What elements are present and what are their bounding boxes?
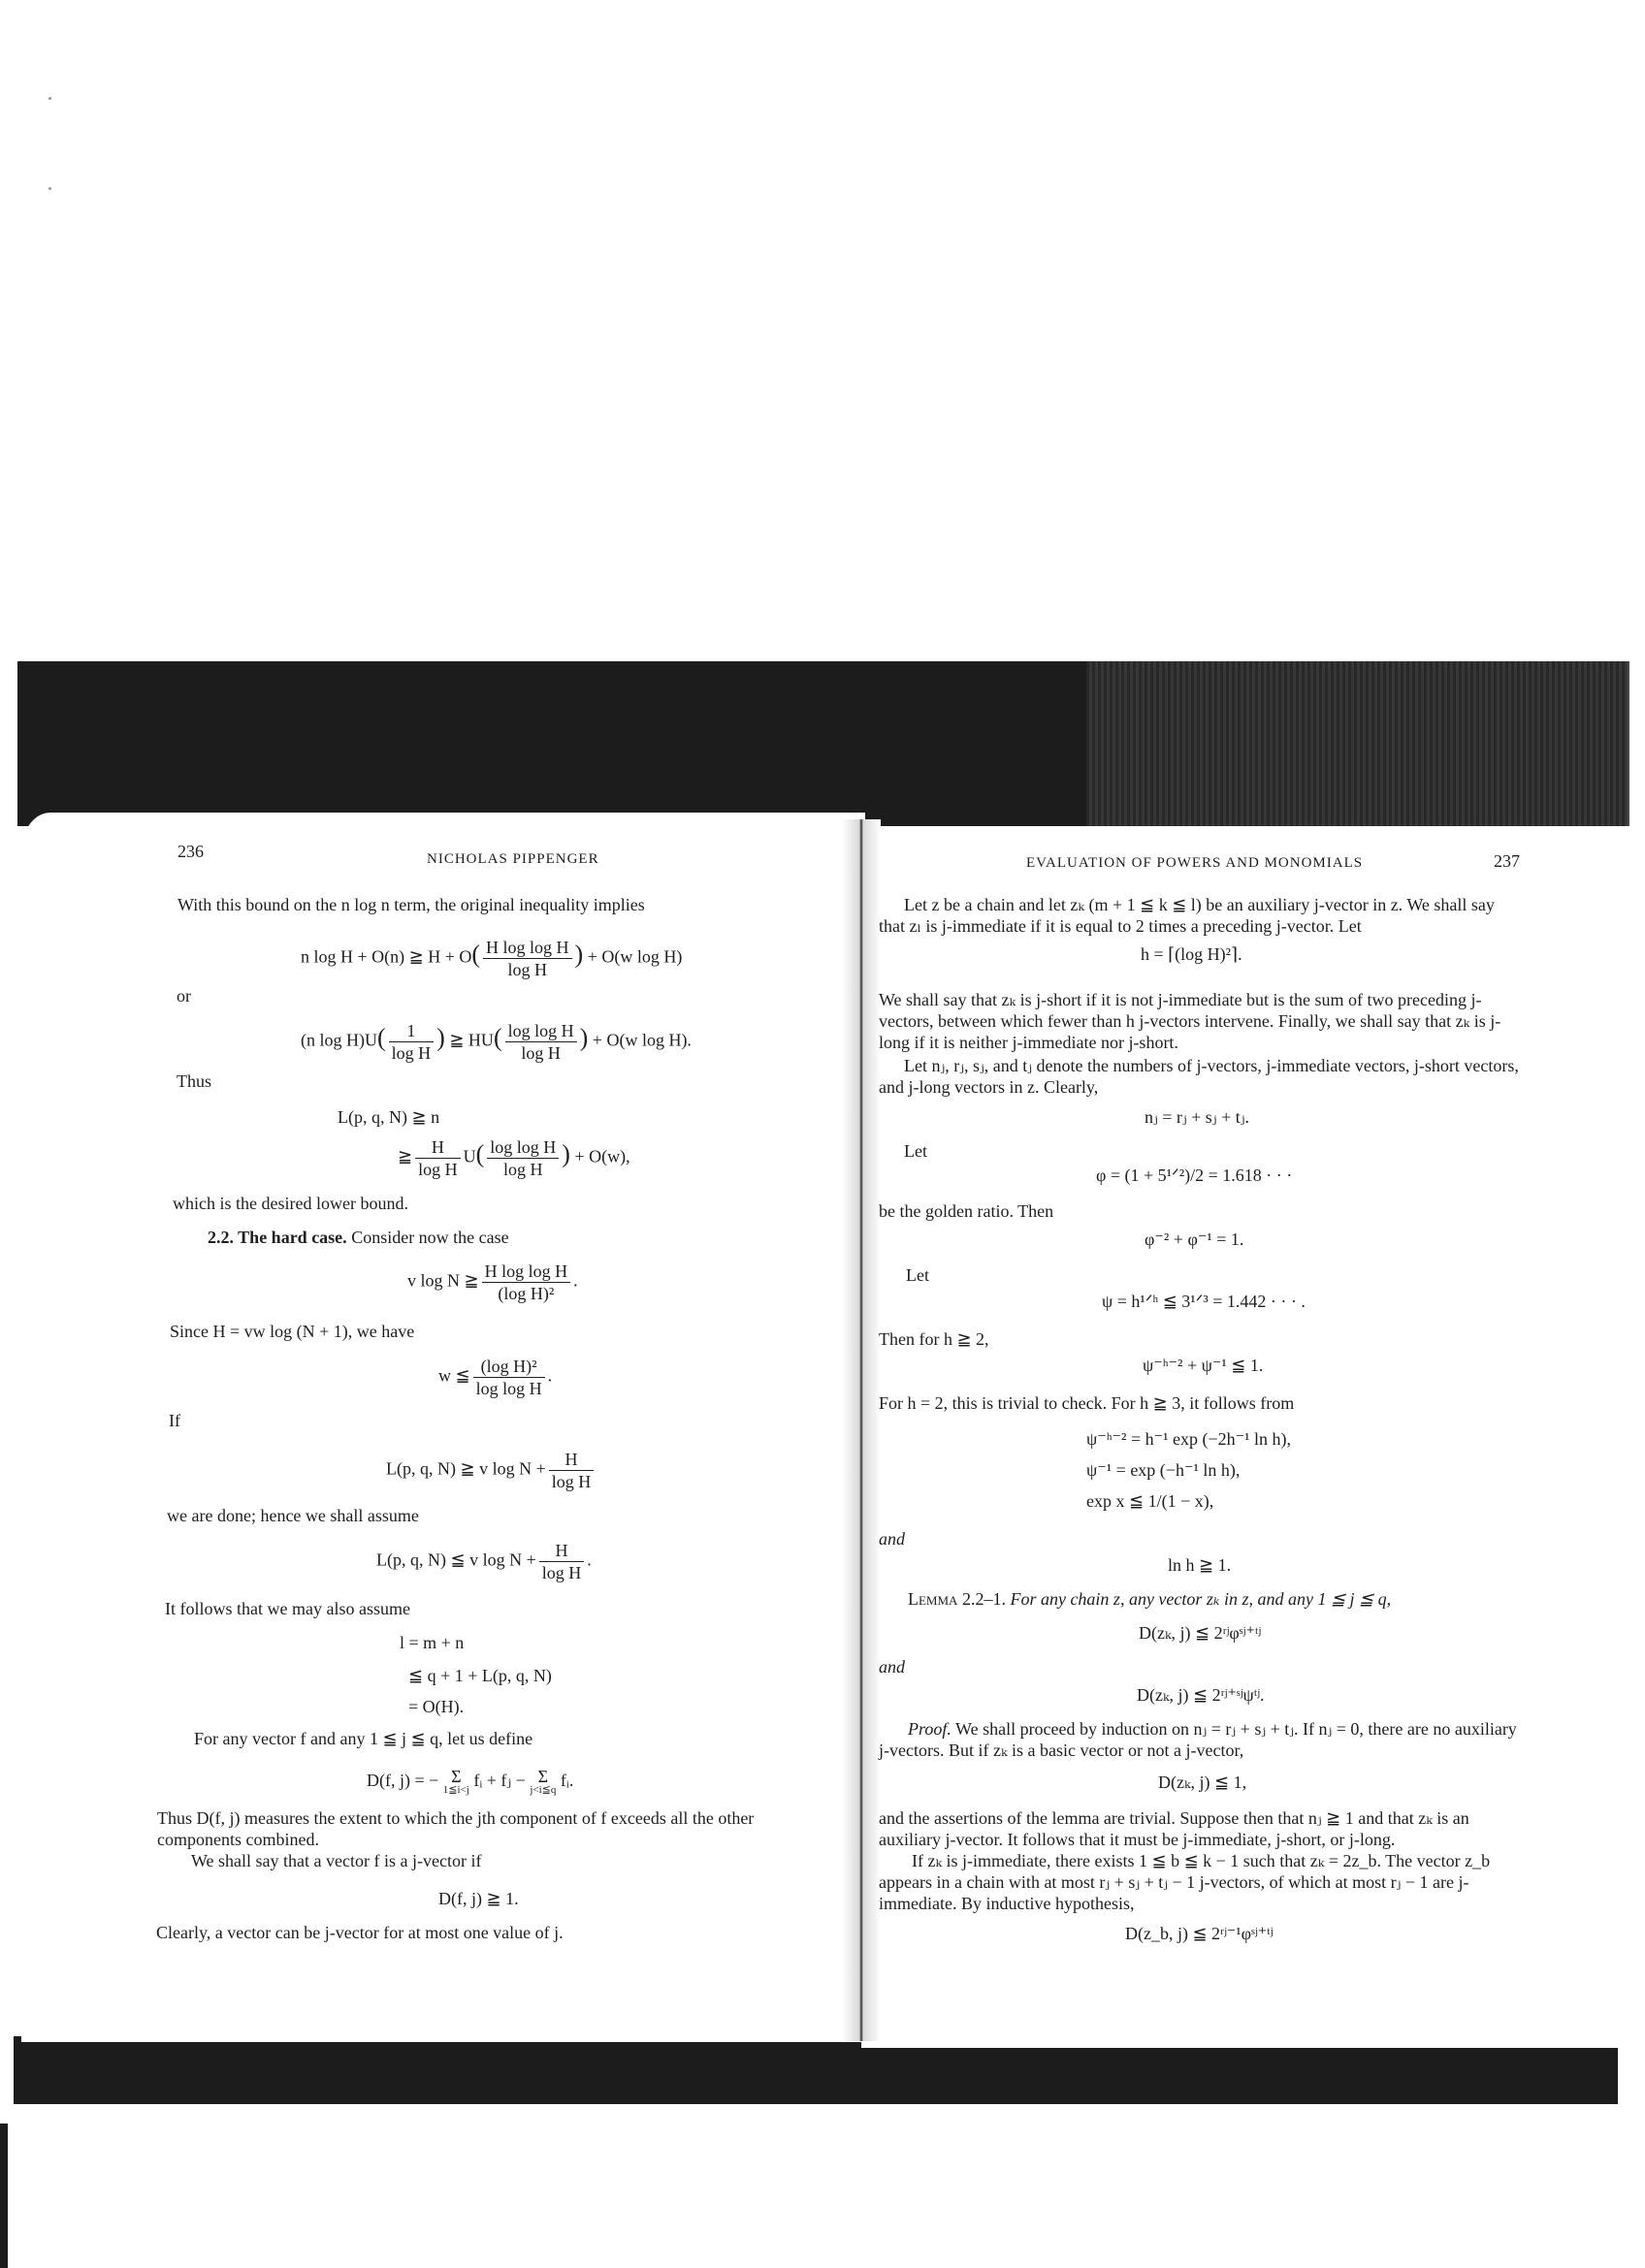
eq-text: . [587, 1549, 592, 1570]
page-number-right: 237 [1494, 851, 1520, 871]
equation [367, 1769, 573, 1796]
equation: ψ = h¹ᐟʰ ≦ 3¹ᐟ³ = 1.442 · · · . [1102, 1292, 1306, 1311]
denominator: (log H)² [498, 1284, 555, 1303]
running-head-right: EVALUATION OF POWERS AND MONOMIALS [1026, 855, 1364, 871]
denominator: log H [391, 1043, 432, 1063]
fraction [487, 1136, 559, 1180]
equation-line: ≦ q + 1 + L(p, q, N) [408, 1666, 552, 1685]
scan-left-edge [0, 2124, 8, 2268]
page-number-left: 236 [177, 842, 204, 861]
equation: D(zₖ, j) ≦ 2ʳʲφˢʲ⁺ᵗʲ [1139, 1623, 1262, 1643]
fraction [539, 1540, 585, 1583]
sum-symbol: Σ [451, 1767, 462, 1786]
lemma-text: For any chain z, any vector zₖ in z, and any 1 ≦ j ≦ q, [1010, 1589, 1392, 1609]
paragraph: Thus D(f, j) measures the extent to which the jth component of f exceeds all the other components combined. [157, 1808, 755, 1849]
equation: D(zₖ, j) ≦ 1, [1158, 1773, 1247, 1792]
paragraph: and the assertions of the lemma are trivial. Suppose then that nⱼ ≧ 1 and that zₖ is an auxiliary j-vector. It follows that it must be j-immediate, j-short, or j-long. [879, 1808, 1469, 1849]
fraction [389, 1020, 435, 1064]
section-heading [208, 1227, 509, 1248]
paragraph: We shall say that a vector f is a j-vector if [191, 1851, 482, 1870]
eq-text: + O(w log H). [592, 1030, 692, 1050]
sum-range: 1≦i<j [442, 1784, 469, 1796]
equation [376, 1540, 592, 1583]
numerator: log log H [505, 1020, 577, 1042]
equation: ln h ≧ 1. [1168, 1555, 1232, 1575]
paragraph: Clearly, a vector can be j-vector for at most one value of j. [156, 1923, 564, 1942]
numerator: 1 [389, 1020, 435, 1042]
proof-label: Proof. [908, 1719, 952, 1739]
equation: D(f, j) ≧ 1. [438, 1889, 519, 1908]
eq-text: fᵢ + fⱼ − [473, 1771, 526, 1791]
denominator: log H [503, 1160, 543, 1179]
sum-symbol: Σ [537, 1767, 549, 1786]
eq-text: . [573, 1270, 578, 1291]
equation: L(p, q, N) ≧ n [338, 1107, 440, 1127]
eq-text: n log H + O(n) ≧ H + O [301, 946, 472, 967]
connector-word: Let [904, 1141, 927, 1161]
equation: (n log H)U( $\frac{1}{\text{log H}}$ ) ≧ HU( $\frac{\text{log log H}}{\text{log H}}$ ) + O(w log H). [301, 1021, 692, 1063]
eq-text: + O(w), [574, 1146, 630, 1166]
summation [530, 1769, 556, 1796]
fraction [415, 1136, 461, 1180]
equation-line: ψ⁻ʰ⁻² = h⁻¹ exp (−2h⁻¹ ln h), [1086, 1429, 1292, 1449]
connector-word: or [177, 986, 191, 1006]
eq-text: w ≦ [438, 1365, 470, 1386]
equation [438, 1356, 552, 1399]
running-head-left: NICHOLAS PIPPENGER [427, 851, 599, 867]
equation [386, 1449, 597, 1492]
paragraph: we are done; hence we shall assume [167, 1506, 419, 1525]
eq-text: ≧ [398, 1146, 413, 1166]
connector-word: Thus [177, 1071, 211, 1091]
paragraph: If zₖ is j-immediate, there exists 1 ≦ b ≦ k − 1 such that zₖ = 2z_b. The vector z_b appears in a chain with at most rⱼ + sⱼ + tⱼ − 1 j-vectors, of which at most rⱼ − 1 are j-immediate. By inductive hypothesis, [879, 1851, 1491, 1913]
eq-text: . [547, 1365, 553, 1386]
numerator: H [415, 1136, 461, 1159]
numerator: H [549, 1449, 595, 1471]
section-title: 2.2. The hard case. [208, 1228, 347, 1247]
connector-word: If [169, 1411, 180, 1430]
paragraph: be the golden ratio. Then [879, 1201, 1054, 1221]
denominator: log H [507, 960, 548, 979]
equation: nⱼ = rⱼ + sⱼ + tⱼ. [1145, 1107, 1249, 1127]
lemma [908, 1588, 1391, 1610]
connector-word: Let [906, 1265, 929, 1285]
eq-text: + O(w log H) [587, 946, 683, 967]
equation: ψ⁻ʰ⁻² + ψ⁻¹ ≦ 1. [1143, 1356, 1264, 1375]
numerator: log log H [487, 1136, 559, 1159]
paragraph: For h = 2, this is trivial to check. For h ≧ 3, it follows from [879, 1393, 1295, 1413]
numerator: H log log H [483, 937, 572, 959]
denominator: log log H [475, 1379, 542, 1398]
paragraph: Since H = vw log (N + 1), we have [170, 1322, 415, 1341]
scan-speck [48, 97, 51, 100]
connector-word [879, 1656, 905, 1677]
equation-line: l = m + n [400, 1633, 465, 1652]
equation: φ⁻² + φ⁻¹ = 1. [1145, 1230, 1244, 1249]
equation: n log H + O(n) ≧ H + O( $\frac{\text{H log log H}}{\text{log H}}$ ) + O(w log H) [301, 938, 683, 979]
fraction [483, 937, 572, 980]
eq-text: L(p, q, N) ≧ v log N + [386, 1458, 546, 1479]
connector-word [879, 1528, 905, 1549]
paragraph: Then for h ≧ 2, [879, 1329, 989, 1349]
proof-paragraph [879, 1718, 1519, 1761]
eq-text: v log N ≧ [407, 1270, 479, 1291]
equation-line: = O(H). [408, 1697, 465, 1716]
eq-text: L(p, q, N) ≦ v log N + [376, 1549, 536, 1570]
denominator: log H [541, 1563, 582, 1582]
denominator: log H [551, 1472, 592, 1491]
equation [407, 1261, 578, 1304]
paragraph: Let z be a chain and let zₖ (m + 1 ≦ k ≦ l) be an auxiliary j-vector in z. We shall say that zₗ is j-immediate if it is equal to 2 times a preceding j-vector. Let [879, 895, 1495, 936]
lemma-label: Lemma 2.2–1. [908, 1589, 1006, 1609]
numerator: (log H)² [473, 1356, 545, 1378]
numerator: H [539, 1540, 585, 1562]
eq-text: fᵢ. [560, 1771, 574, 1791]
equation-line: ψ⁻¹ = exp (−h⁻¹ ln h), [1086, 1460, 1241, 1480]
eq-text: D(f, j) = − [367, 1771, 439, 1791]
denominator: log H [521, 1043, 561, 1063]
paragraph: With this bound on the n log n term, the original inequality implies [177, 895, 645, 914]
equation: ≧ $\frac{H}{\text{log H}}$ U( $\frac{\text{log log H}}{\text{log H}}$ ) + O(w), [398, 1137, 630, 1179]
equation: h = ⌈(log H)²⌉. [1141, 944, 1242, 964]
paragraph: Let nⱼ, rⱼ, sⱼ, and tⱼ denote the numbers of j-vectors, j-immediate vectors, j-short vectors, and j-long vectors in z. Clearly, [879, 1056, 1519, 1097]
paragraph: which is the desired lower bound. [173, 1194, 408, 1213]
paragraph: We shall say that zₖ is j-short if it is not j-immediate but is the sum of two preceding j-vectors, between which fewer than h j-vectors intervene. Finally, we shall say that zₖ is j-long if it is neither j-immediate nor j-short. [879, 990, 1501, 1052]
sum-range: j<i≦q [530, 1784, 557, 1796]
fraction [505, 1020, 577, 1064]
equation: φ = (1 + 5¹ᐟ²)/2 = 1.618 · · · [1096, 1166, 1293, 1185]
section-text: Consider now the case [351, 1228, 509, 1247]
and-word: and [879, 1529, 905, 1549]
numerator: H log log H [482, 1261, 571, 1283]
denominator: log H [418, 1160, 458, 1179]
fraction [473, 1356, 545, 1399]
equation-line: exp x ≦ 1/(1 − x), [1086, 1491, 1214, 1511]
eq-text: ≧ HU [449, 1030, 494, 1050]
scan-binding-stripes [1086, 661, 1629, 826]
paragraph: It follows that we may also assume [165, 1599, 410, 1618]
scan-speck [48, 187, 51, 190]
eq-text: U [463, 1146, 476, 1166]
book-gutter [842, 819, 881, 2041]
summation [443, 1769, 469, 1796]
and-word: and [879, 1657, 905, 1677]
fraction [482, 1261, 571, 1304]
fraction [549, 1449, 595, 1492]
paragraph: For any vector f and any 1 ≦ j ≦ q, let us define [194, 1729, 533, 1748]
proof-text: We shall proceed by induction on nⱼ = rⱼ + sⱼ + tⱼ. If nⱼ = 0, there are no auxiliary j-vectors. But if zₖ is a basic vector or not a j-vector, [879, 1719, 1517, 1760]
eq-text: (n log H)U [301, 1030, 377, 1050]
equation: D(zₖ, j) ≦ 2ʳʲ⁺ˢʲψᵗʲ. [1137, 1685, 1265, 1705]
equation: D(z_b, j) ≦ 2ʳʲ⁻¹φˢʲ⁺ᵗʲ [1125, 1924, 1274, 1943]
